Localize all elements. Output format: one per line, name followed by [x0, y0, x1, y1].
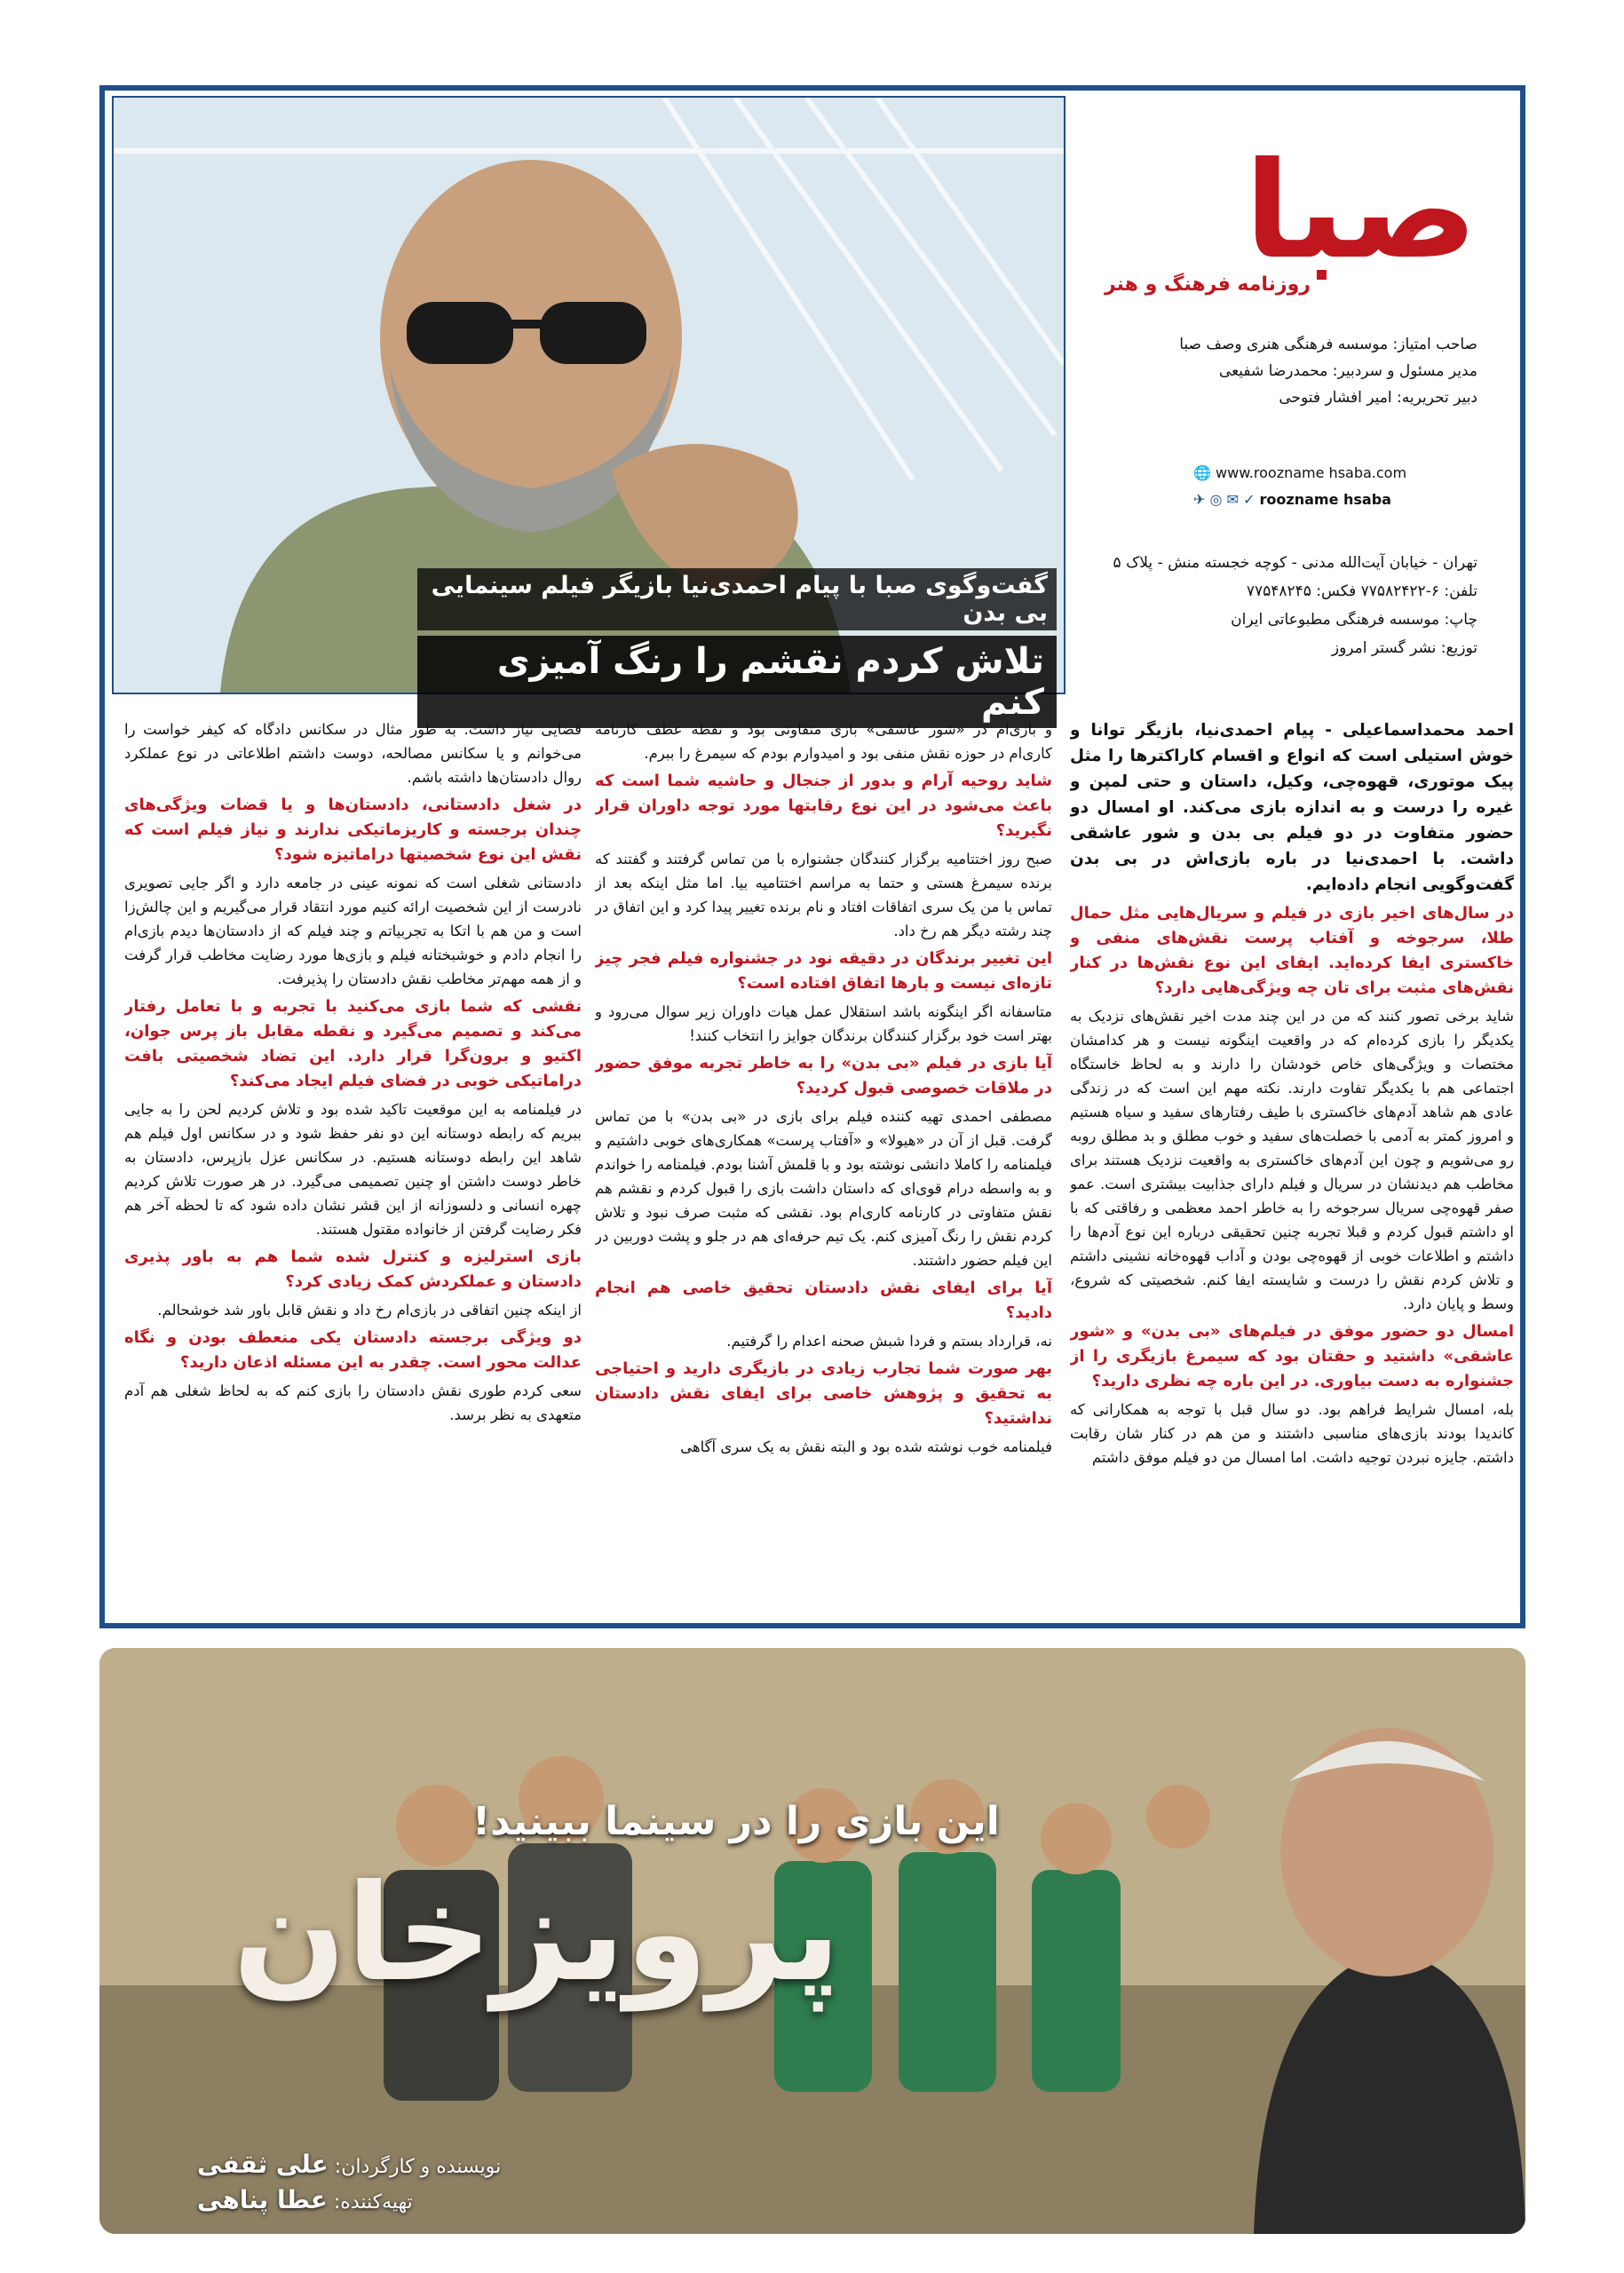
- website-link[interactable]: www.roozname hsaba.com: [1216, 464, 1407, 481]
- masthead-web: [1087, 460, 1477, 513]
- interview-question: دو ویژگی برجسته دادستان یکی منعطف بودن و نگاه عدالت محور است. چقدر به این مسئله اذعان دارید؟: [124, 1328, 582, 1372]
- interview-answer: دادستانی شغلی است که نمونه عینی در جامعه دارد و اگر جایی تصویری نادرست از این شخصیت ارائه کنیم مورد انتقاد قرار می‌گیریم و این چالش‌زا است و من هم با اتکا به تجربیاتم و چند فیلم که از دادستان‌ها دیدم بازی‌ام را انجام دادم و خوشبختانه فیلم و بازی‌ها مورد رضایت مخاطب قرار گرفت و از همه مهم‌تر مخاطب نقش دادستان را پذیرفت.: [124, 875, 582, 987]
- interview-answer: در فیلمنامه به این موقعیت تاکید شده بود و تلاش کردیم لحن را به جایی ببریم که رابطه دوستانه این دو نفر حفظ شود و در سکانس اول فیلم هم شاهد این رابطه دوستانه هستیم. در سکانس عزل بازپرس، دادستان به خاطر دوست داشتن او چنین تصمیمی می‌گیرد. در هر صورت تلاش کردیم چهره انسانی و دلسوزانه از این قشر نشان داده شود که تا لحظه آخر هم فکر رضایت گرفتن از خانواده مقتول هستند.: [124, 1101, 582, 1238]
- credit-line: صاحب امتیاز: موسسه فرهنگی هنری وصف صبا: [1179, 336, 1477, 353]
- producer-name: عطا پناهی: [197, 2185, 328, 2214]
- film-advertisement: [99, 1648, 1525, 2234]
- interview-answer: شاید برخی تصور کنند که من در این چند مدت اخیر نقش‌های نزدیک به یکدیگر را بازی کرده‌ام که در واقعیت اینگونه نیست و هر کدامشان مختصات و ویژگی‌های خاص خودشان را دارند و به لحاظ خاستگاه اجتماعی هم با یکدیگر تفاوت دارند. نکته مهم این است که در زندگی عادی هم شاهد آدم‌های خاکستری با طیف رفتارهای سفید و سیاه هستیم و امروز کمتر به آدمی با خصلت‌های سفید و خوب مطلق و بد مطلق روبه رو می‌شویم و چون این آدم‌های خاکستری به واقعیت نزدیک هستند برای مخاطب هم دیدنشان در سریال و فیلم دارای جذابیت بیشتری است. عمو صفر قهوه‌چی سریال سرجوخه را به خاطر احمد معظمی و رفاقتی که با او داشتم قبول کردم و قبلا تجربه چنین تحقیقی درباره این نوع آدم‌ها را داشتم و اطلاعات خوبی از قهوه‌چی بودن و آداب قهوه‌خانه نشینی داشتم و تلاش کردم نقش را درست و شایسته ایفا کنم. شخصیتی که شروع، وسط و پایان دارد.: [1070, 1008, 1514, 1312]
- article-lead: احمد محمداسماعیلی - پیام احمدی‌نیا، بازیگر توانا و خوش استیلی است که انواع و اقسام کاراکترها را مثل پیک موتوری، قهوه‌چی، وکیل، داستان و حتی لمپن و غیره را درست و به اندازه بازی می‌کند. او امسال دو حضور متفاوت در دو فیلم بی بدن و شور عاشقی داشت. با احمدی‌نیا در باره بازی‌اش در بی بدن گفت‌وگویی انجام داده‌ایم.: [1070, 721, 1514, 894]
- interview-answer: قضایی نیاز داشت. به طور مثال در سکانس دادگاه که کیفر خواست را می‌خوانم و یا سکانس مصالحه، دوست داشتم اطلاعاتی در نوع عملکرد روال دادستان‌ها داشته باشم.: [124, 721, 582, 786]
- article-column-2: [595, 717, 1052, 1605]
- article-column-1: [1070, 717, 1514, 1605]
- interview-answer: و بازی‌ام در «شور عاشقی» بازی متفاوتی بود و نقطه عطف کارنامه کاری‌ام در حوزه نقش منفی بود و امیدوارم بودم که سیمرغ را ببرم.: [595, 721, 1052, 762]
- interview-answer: فیلمنامه خوب نوشته شده بود و البته نقش به یک سری آگاهی: [680, 1438, 1052, 1455]
- distribution-line: توزیع: نشر گستر امروز: [1331, 639, 1477, 657]
- interview-answer: بله، امسال شرایط فراهم بود. دو سال قبل با توجه به همکارانی که کاندیدا بودند بازی‌های مناسبی داشتند و من هم در کنار شان رقابت داشتم. جایزه نبردن توجیه داشت. اما امسال من دو فیلم موفق داشتم: [1070, 1401, 1514, 1466]
- interview-question: امسال دو حضور موفق در فیلم‌های «بی بدن» و «شور عاشقی» داشتید و حقتان بود که سیمرغ بازیگری را از جشنواره به دست بیاوری. در این باره چه نظری دارید؟: [1070, 1322, 1514, 1390]
- interview-answer: متاسفانه اگر اینگونه باشد استقلال عمل هیات داوران زیر سوال می‌رود و بهتر است خود برگزار کنندگان برندگان جوایز را انتخاب کنند!: [595, 1003, 1052, 1044]
- interview-answer: صبح روز اختتامیه برگزار کنندگان جشنواره با من تماس گرفتند و گفتند که برنده سیمرغ هستی و حتما به مراسم اختتامیه بیا. اما مثل اینکه بعد از تماس با من یک سری اتفاقات افتاد و نام برنده تغییر پیدا کرد و این اتفاق در چند رشته دیگر هم رخ داد.: [595, 851, 1052, 939]
- interview-question: این تغییر برندگان در دقیقه نود در جشنواره فیلم فجر چیز تازه‌ای نیست و بارها اتفاق افتاده است؟: [595, 949, 1052, 993]
- director-name: علی ثقفی: [197, 2150, 329, 2179]
- interview-question: نقشی که شما بازی می‌کنید با تجربه و با تعامل رفتار می‌کند و تصمیم می‌گیرد و نقطه مقابل باز پرس جوان، اکتیو و برون‌گرا قرار دارد. این تضاد شخصیتی بافت دراماتیکی خوبی در فضای فیلم ایجاد می‌کند؟: [124, 997, 582, 1090]
- ad-title: پرویزخان: [233, 1857, 841, 2011]
- feature-kicker: گفت‌وگوی صبا با پیام احمدی‌نیا بازیگر فیلم سینمایی بی بدن: [417, 568, 1057, 630]
- credit-line: دبیر تحریریه: امیر افشار فتوحی: [1279, 389, 1477, 407]
- logo-tagline: روزنامه فرهنگ و هنر: [1105, 273, 1311, 296]
- ad-credit-producer: [197, 2185, 413, 2214]
- interview-question: در شغل دادستانی، دادستان‌ها و یا قضات ویژگی‌های چندان برجسته و کاریزماتیکی ندارند و نیاز فیلم است که نقش این نوع شخصیتها دراماتیزه شود؟: [124, 796, 582, 864]
- phone-line: تلفن: ۶-۷۷۵۸۲۴۲۲ فکس: ۷۷۵۴۸۲۴۵: [1246, 582, 1477, 600]
- globe-icon: 🌐: [1193, 464, 1211, 481]
- feature-caption: [417, 568, 1057, 728]
- feature-headline: تلاش کردم نقشم را رنگ آمیزی کنم: [417, 636, 1057, 728]
- ad-credit-director: [197, 2150, 501, 2179]
- print-line: چاپ: موسسه فرهنگی مطبوعاتی ایران: [1231, 611, 1477, 629]
- credit-line: مدیر مسئول و سردبیر: محمدرضا شفیعی: [1218, 362, 1477, 380]
- interview-question: شاید روحیه آرام و بدور از جنجال و حاشیه شما است که باعث می‌شود در این نوع رقابتها مورد توجه داوران قرار نگیرید؟: [595, 772, 1052, 840]
- interview-answer: از اینکه چنین اتفاقی در بازی‌ام رخ داد و نقش قابل باور شد خوشحالم.: [157, 1302, 582, 1319]
- interview-question: بهر صورت شما تجارب زیادی در بازیگری دارید و احتیاجی به تحقیق و پژوهش خاصی برای ایفای نقش دادستان نداشتید؟: [595, 1359, 1052, 1428]
- article-column-3: [124, 717, 582, 1605]
- producer-label: تهیه‌کننده:: [333, 2191, 413, 2214]
- address-line: تهران - خیابان آیت‌الله مدنی - کوچه خجسته منش - پلاک ۵: [1113, 554, 1477, 572]
- masthead-address: [1087, 549, 1477, 662]
- social-icons: ✈ ◎ ✉ ✓: [1193, 491, 1256, 508]
- interview-answer: نه، قرارداد بستم و فردا شبش صحنه اعدام را گرفتیم.: [726, 1333, 1052, 1350]
- masthead: [1074, 96, 1513, 691]
- newspaper-logo: [1105, 134, 1477, 309]
- interview-question: در سال‌های اخیر بازی در فیلم و سریال‌هایی مثل حمال طلا، سرجوخه و آفتاب پرست نقش‌های منفی و خاکستری ایفا کرده‌اید. ایفای این نوع نقش‌ها در کنار نقش‌های مثبت برای تان چه ویژگی‌هایی دارد؟: [1070, 904, 1514, 997]
- interview-question: بازی استرلیزه و کنترل شده شما هم به باور پذیری دادستان و عملکردش کمک زیادی کرد؟: [124, 1247, 582, 1291]
- interview-answer: مصطفی احمدی تهیه کننده فیلم برای بازی در «بی بدن» با من تماس گرفت. قبل از آن در «هیولا» و «آفتاب پرست» همکاری‌های خوبی داشتیم و فیلمنامه را کاملا دانشی نوشته بود و با قلمش آشنا بودم. فیلمنامه را خواندم و به واسطه درام قوی‌ای که داستان داشت بازی را قبول کردم و نقشم هم نقش متفاوتی در کارنامه کاری‌ام بود. نقشی که مثبت صرف نبود و تلاش کردم نقش را رنگ آمیزی کنم. یک تیم حرفه‌ای هم در جلو و پشت دوربین در این فیلم حضور داشتند.: [595, 1108, 1052, 1269]
- ad-tagline: این بازی را در سینما ببینید!: [472, 1799, 1000, 1844]
- masthead-credits: [1087, 331, 1477, 411]
- director-label: نویسنده و کارگردان:: [334, 2156, 502, 2178]
- interview-question: آیا بازی در فیلم «بی بدن» را به خاطر تجربه موفق حضور در ملاقات خصوصی قبول کردید؟: [595, 1054, 1052, 1097]
- interview-question: آیا برای ایفای نقش دادستان تحقیق خاصی هم انجام دادید؟: [595, 1279, 1052, 1322]
- interview-answer: سعی کردم طوری نقش دادستان را بازی کنم که به لحاظ شغلی هم آدم متعهدی به نظر برسد.: [124, 1382, 582, 1423]
- logo-text: صبا: [1244, 134, 1477, 289]
- social-handle[interactable]: roozname hsaba: [1259, 491, 1391, 508]
